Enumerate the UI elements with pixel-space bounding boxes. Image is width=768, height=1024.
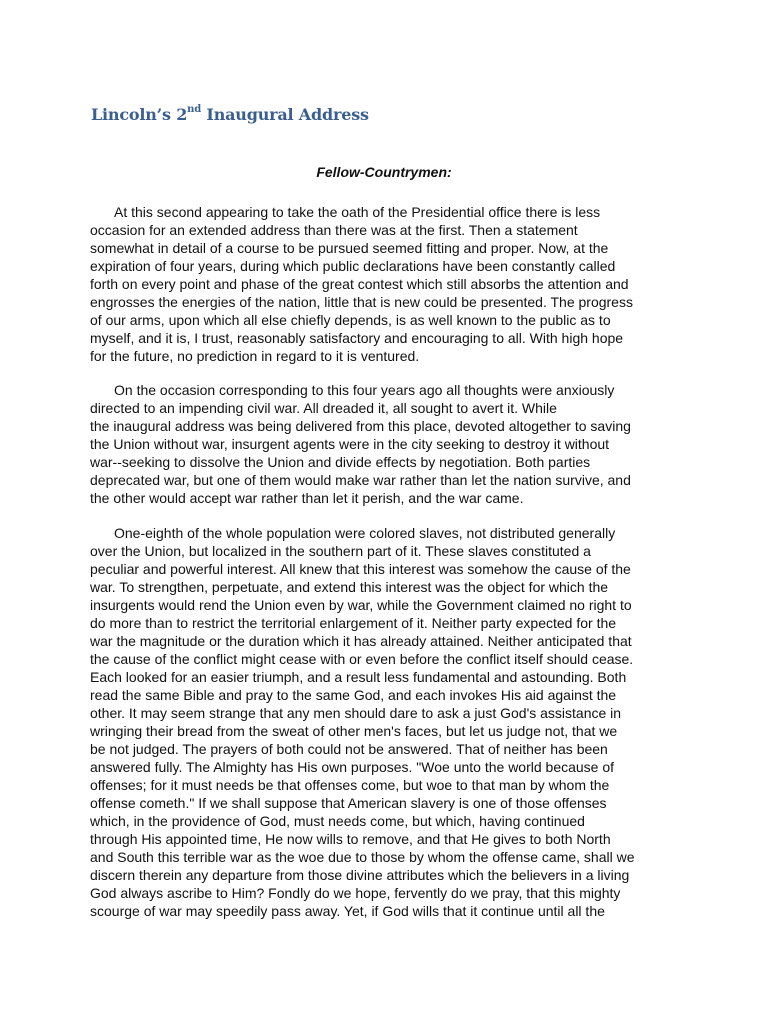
text-line: answered fully. The Almighty has His own purposes. "Woe unto the world because of (90, 759, 615, 775)
text-line: the inaugural address was being delivered from this place, devoted altogether to saving (90, 418, 631, 434)
text-line: expiration of four years, during which public declarations have been constantly called (90, 258, 616, 274)
text-line: war the magnitude or the duration which it has already attained. Neither anticipated that (90, 633, 632, 649)
text-line: occasion for an extended address than there was at the first. Then a statement (90, 222, 578, 238)
text-line: At this second appearing to take the oath of the Presidential office there is less (114, 204, 601, 220)
text-line: deprecated war, but one of them would make war rather than let the nation survive, and (90, 472, 631, 488)
text-line: read the same Bible and pray to the same God, and each invokes His aid against the (90, 687, 617, 703)
text-line: forth on every point and phase of the great contest which still absorbs the attention and (90, 276, 629, 292)
text-line: war. To strengthen, perpetuate, and extend this interest was the object for which the (90, 579, 609, 595)
text-line: God always ascribe to Him? Fondly do we hope, fervently do we pray, that this mighty (90, 885, 621, 901)
text-line: One-eighth of the whole population were colored slaves, not distributed generally (114, 525, 616, 541)
text-line: engrosses the energies of the nation, little that is new could be presented. The progress (90, 294, 633, 310)
text-line: insurgents would rend the Union even by war, while the Government claimed no right to (90, 597, 632, 613)
text-line: scourge of war may speedily pass away. Yet, if God wills that it continue until all the (90, 903, 605, 919)
text-line: for the future, no prediction in regard to it is ventured. (90, 348, 420, 364)
text-line: peculiar and powerful interest. All knew that this interest was somehow the cause of the (90, 561, 631, 577)
text-line: offenses; for it must needs be that offenses come, but woe to that man by whom the (90, 777, 610, 793)
text-line: directed to an impending civil war. All dreaded it, all sought to avert it. While (90, 400, 557, 416)
text-line: of our arms, upon which all else chiefly depends, is as well known to the public as to (90, 312, 611, 328)
text-line: over the Union, but localized in the southern part of it. These slaves constituted a (90, 543, 591, 559)
text-line: On the occasion corresponding to this four years ago all thoughts were anxiously (114, 382, 615, 398)
text-line: offense cometh." If we shall suppose that American slavery is one of those offenses (90, 795, 607, 811)
text-line: the other would accept war rather than let it perish, and the war came. (90, 490, 524, 506)
paragraph-2 (90, 381, 690, 507)
document-title (91, 105, 369, 124)
salutation: Fellow-Countrymen: (316, 164, 452, 180)
text-line: wringing their bread from the sweat of other men's faces, but let us judge not, that we (90, 723, 618, 739)
text-line: which, in the providence of God, must needs come, but which, having continued (90, 813, 585, 829)
text-line: Each looked for an easier triumph, and a result less fundamental and astounding. Both (90, 669, 627, 685)
title-prefix: Lincoln’s 2 (91, 105, 188, 124)
paragraph-3 (90, 524, 690, 920)
text-line: through His appointed time, He now wills to remove, and that He gives to both North (90, 831, 611, 847)
text-line: the Union without war, insurgent agents were in the city seeking to destroy it without (90, 436, 610, 452)
title-superscript: nd (187, 104, 202, 115)
text-line: the cause of the conflict might cease with or even before the conflict itself should cease. (90, 651, 634, 667)
text-line: discern therein any departure from those divine attributes which the believers in a living (90, 867, 630, 883)
text-line: myself, and it is, I trust, reasonably satisfactory and encouraging to all. With high hope (90, 330, 624, 346)
text-line: other. It may seem strange that any men should dare to ask a just God's assistance in (90, 705, 622, 721)
text-line: somewhat in detail of a course to be pursued seemed fitting and proper. Now, at the (90, 240, 609, 256)
text-line: be not judged. The prayers of both could not be answered. That of neither has been (90, 741, 608, 757)
text-line: and South this terrible war as the woe due to those by whom the offense came, shall we (90, 849, 635, 865)
paragraph-1 (90, 203, 690, 365)
title-suffix: Inaugural Address (201, 105, 369, 124)
text-line: do more than to restrict the territorial enlargement of it. Neither party expected for the (90, 615, 617, 631)
text-line: war--seeking to dissolve the Union and divide effects by negotiation. Both parties (90, 454, 591, 470)
